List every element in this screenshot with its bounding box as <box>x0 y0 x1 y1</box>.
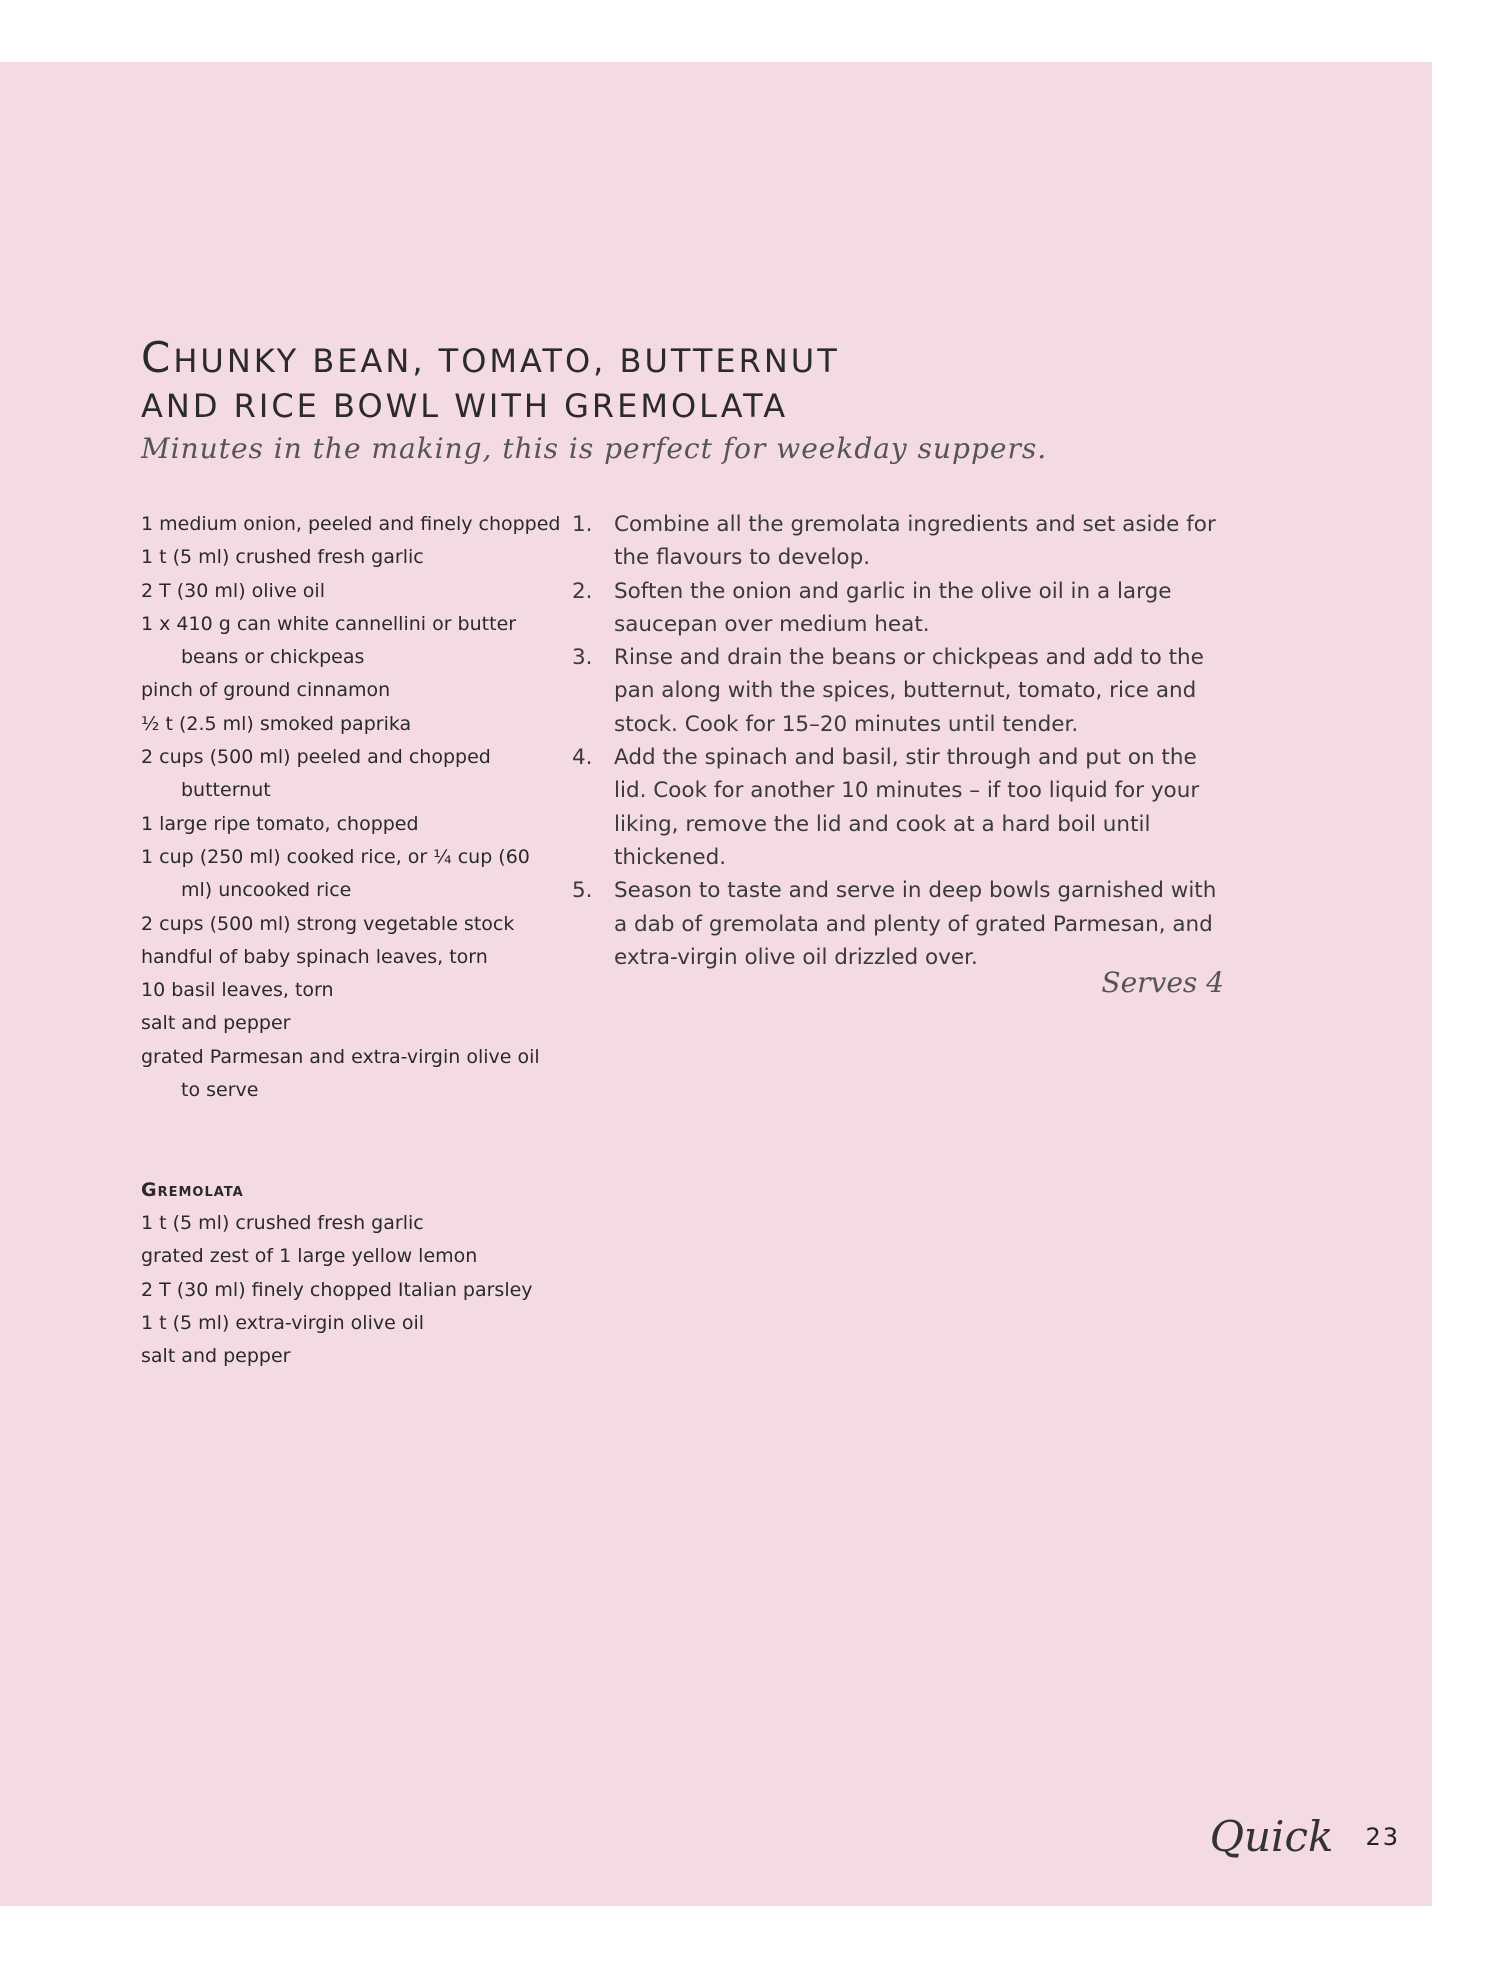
ingredient-item: 2 cups (500 ml) peeled and chopped butternut <box>141 746 491 802</box>
ingredient-item: grated Parmesan and extra-virgin olive oil to serve <box>141 1045 540 1102</box>
step-text: Soften the onion and garlic in the olive oil in a large saucepan over medium heat. <box>614 578 1172 637</box>
ingredient-item: 1 medium onion, peeled and finely chopped <box>141 513 561 535</box>
recipe-title <box>141 335 840 429</box>
step-number: 5. <box>572 878 593 904</box>
step-text: Add the spinach and basil, stir through and put on the lid. Cook for another 10 minutes – if too liquid for your liking, remove the lid and cook at a hard boil until thickened. <box>614 745 1200 870</box>
step-text: Season to taste and serve in deep bowls garnished with a dab of gremolata and plenty of grated Parmesan, and extra-virgin olive oil drizzled over. <box>614 878 1217 970</box>
gremolata-item: salt and pepper <box>141 1345 291 1368</box>
step-text: Rinse and drain the beans or chickpeas and add to the pan along with the spices, butternut, tomato, rice and stock. Cook for 15–20 minutes until tender. <box>614 645 1204 737</box>
method-step <box>572 641 1232 741</box>
ingredient-item: 1 x 410 g can white cannellini or butter beans or chickpeas <box>141 612 517 669</box>
method-step <box>572 508 1232 575</box>
gremolata-item: 2 T (30 ml) finely chopped Italian parsley <box>141 1278 533 1301</box>
recipe-title-line1: CHUNKY BEAN, TOMATO, BUTTERNUT <box>141 333 840 382</box>
step-text: Combine all the gremolata ingredients and set aside for the flavours to develop. <box>614 512 1216 571</box>
method-steps <box>572 508 1232 974</box>
ingredient-item: 1 large ripe tomato, chopped <box>141 812 419 835</box>
step-number: 2. <box>572 578 593 604</box>
recipe-subtitle: Minutes in the making, this is perfect for weekday suppers. <box>141 432 1048 465</box>
method-step <box>572 874 1232 974</box>
page-number: 23 <box>1365 1822 1400 1851</box>
ingredient-item: salt and pepper <box>141 1012 291 1035</box>
ingredient-item: 1 t (5 ml) crushed fresh garlic <box>141 546 424 569</box>
ingredient-item: 2 cups (500 ml) strong vegetable stock <box>141 912 515 935</box>
ingredient-item: pinch of ground cinnamon <box>141 679 391 702</box>
recipe-title-line2: AND RICE BOWL WITH GREMOLATA <box>141 387 789 425</box>
ingredients-list <box>141 508 561 1107</box>
gremolata-heading: Gremolata <box>141 1179 244 1201</box>
gremolata-item: grated zest of 1 large yellow lemon <box>141 1245 478 1268</box>
method-step <box>572 575 1232 642</box>
step-number: 1. <box>572 512 593 537</box>
serves-note: Serves 4 <box>1101 966 1224 999</box>
method-step <box>572 741 1232 874</box>
ingredient-item: handful of baby spinach leaves, torn <box>141 945 488 968</box>
section-name: Quick <box>1209 1812 1334 1861</box>
page-footer <box>1180 1812 1400 1861</box>
step-number: 4. <box>572 745 593 771</box>
ingredient-item: 2 T (30 ml) olive oil <box>141 579 325 602</box>
ingredient-item: 1 cup (250 ml) cooked rice, or ¼ cup (60 ml) uncooked rice <box>141 845 530 902</box>
gremolata-item: 1 t (5 ml) extra-virgin olive oil <box>141 1311 425 1334</box>
gremolata-item: 1 t (5 ml) crushed fresh garlic <box>141 1212 424 1234</box>
gremolata-list <box>141 1207 561 1373</box>
ingredient-item: 10 basil leaves, torn <box>141 979 334 1002</box>
ingredient-item: ½ t (2.5 ml) smoked paprika <box>141 712 412 735</box>
step-number: 3. <box>572 645 593 671</box>
